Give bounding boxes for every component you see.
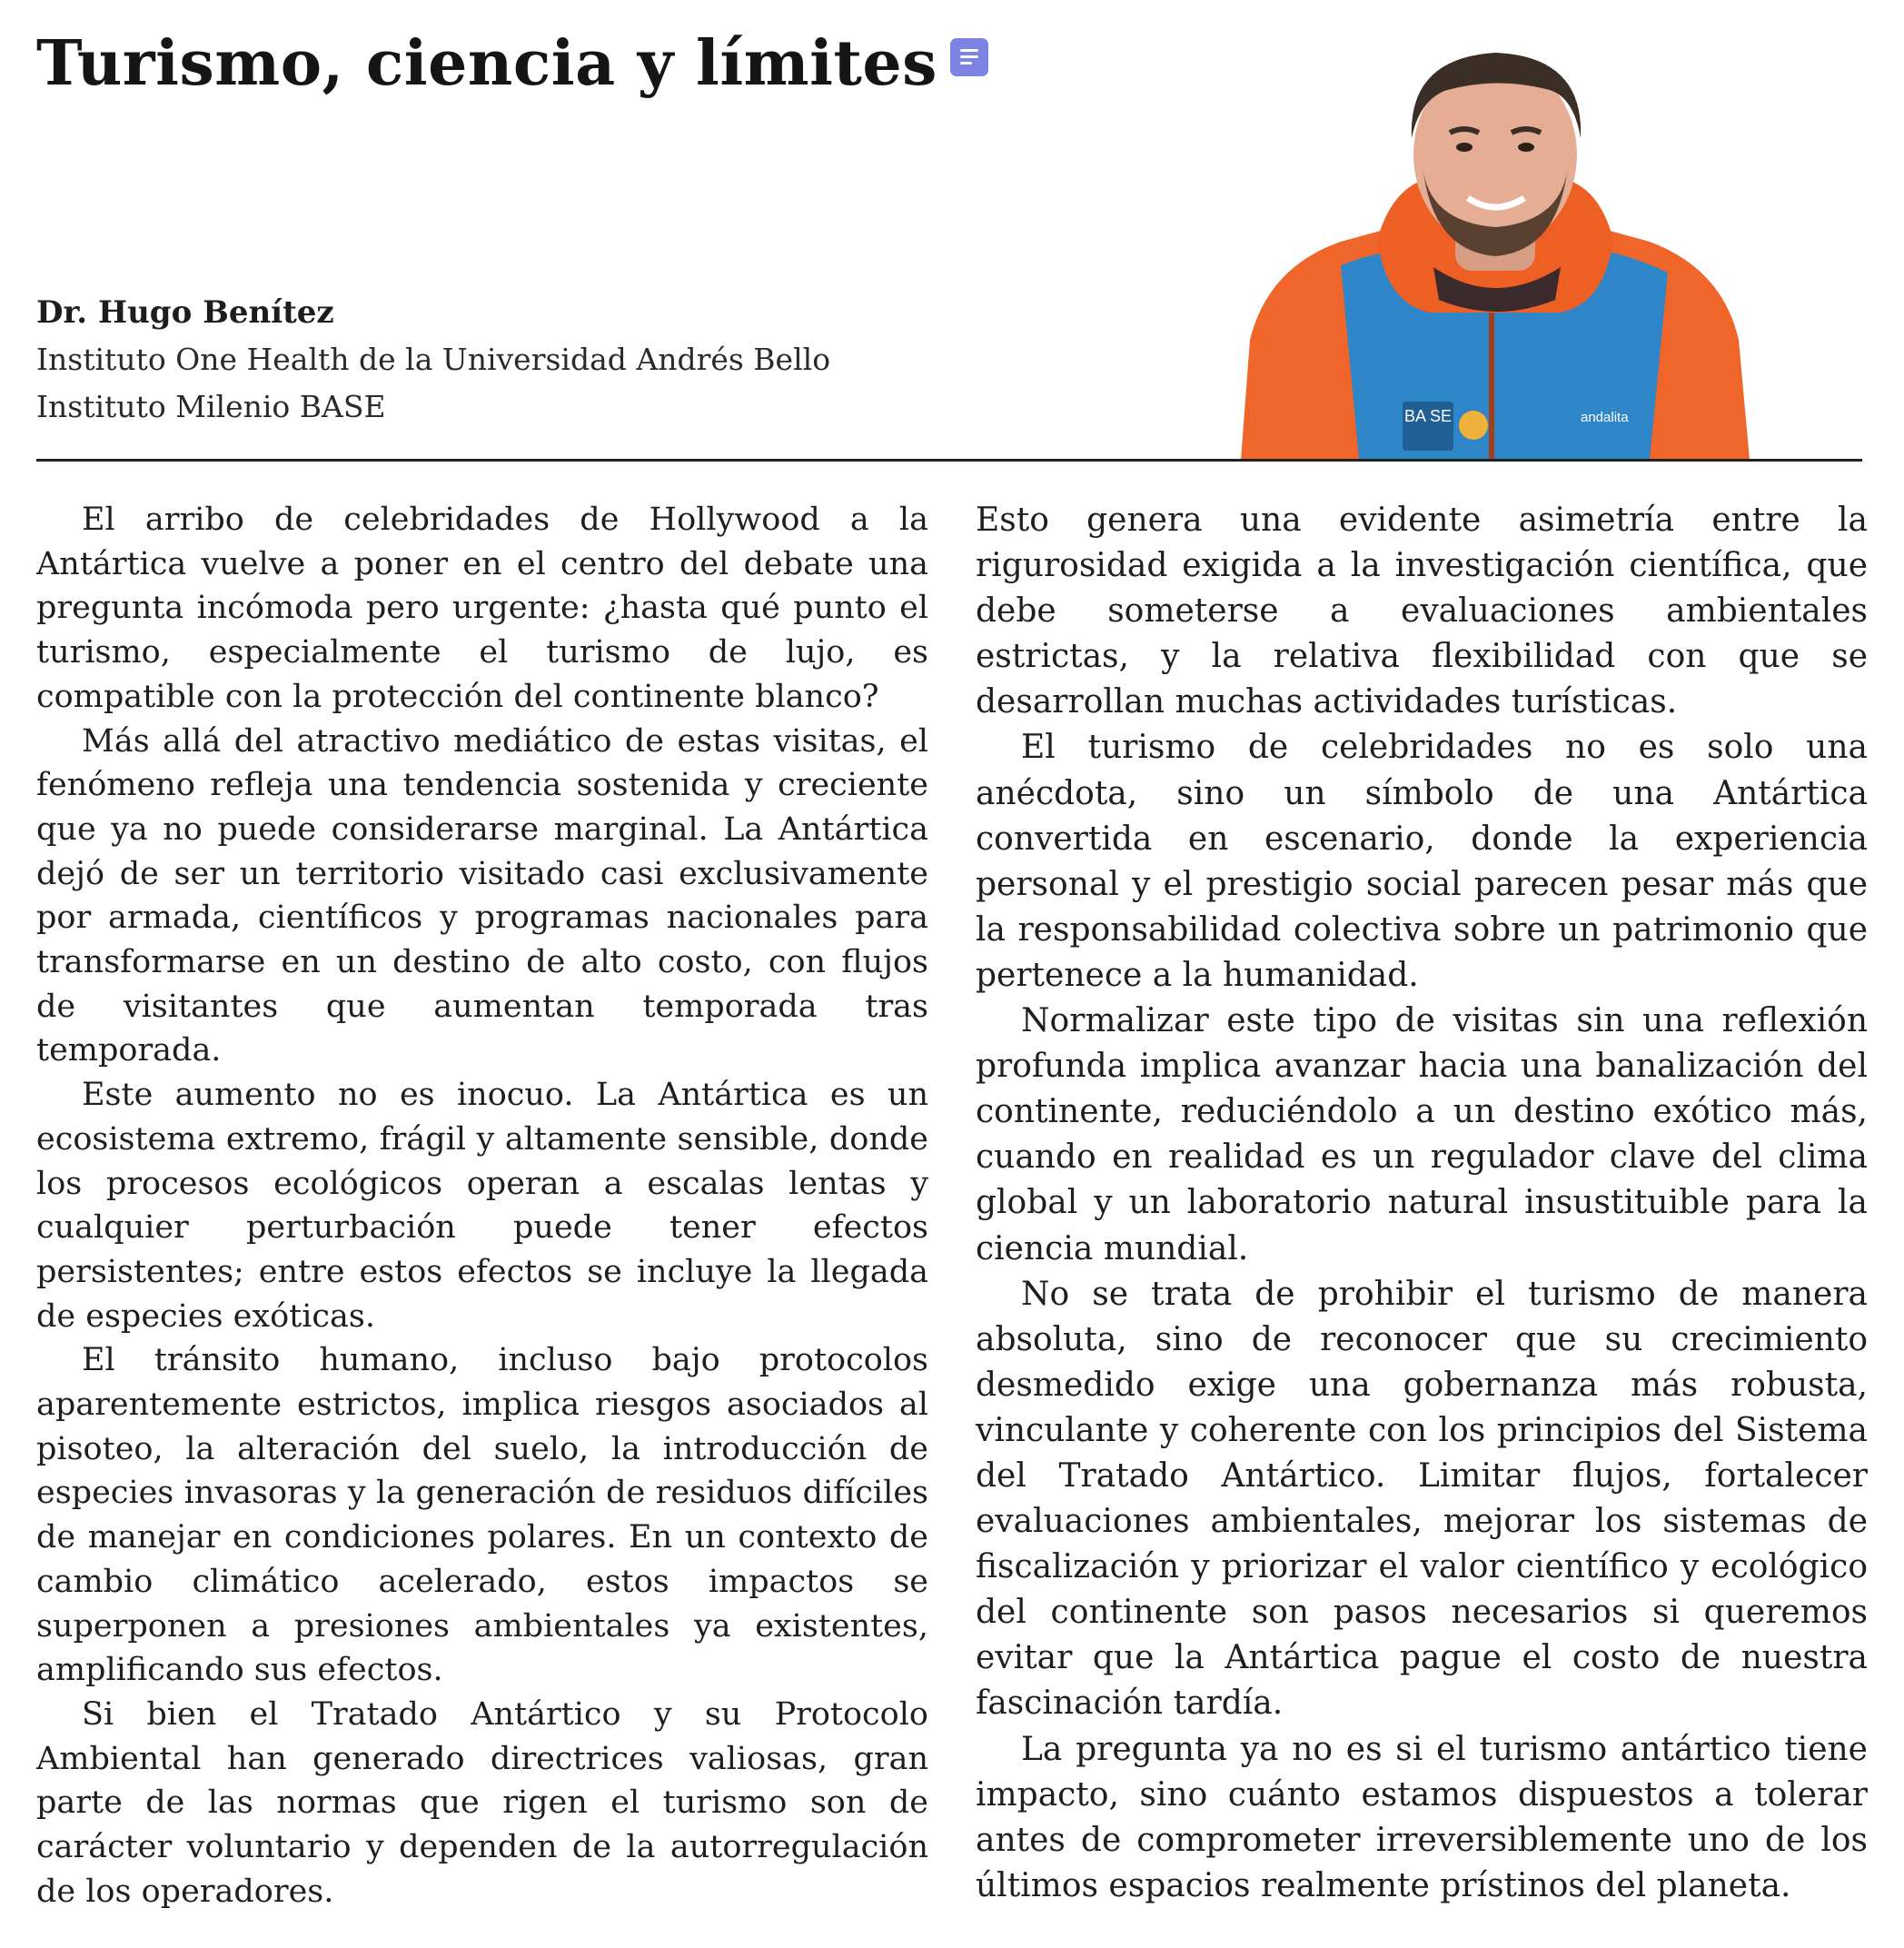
- paragraph: El turismo de celebridades no es solo una anécdota, sino un símbolo de una Antártica convertida en escenario, donde la experiencia personal y el prestigio social parecen pesar más que la responsabilidad colectiva sobre un patrimonio que pertenece a la humanidad.: [976, 729, 1868, 994]
- note-icon[interactable]: [950, 38, 988, 76]
- header-divider: [36, 459, 1862, 462]
- paragraph: No se trata de prohibir el turismo de manera absoluta, sino de reconocer que su crecimiento desmedido exige una gobernanza más robusta, vinculante y coherente con los principios del Sistema del Tratado Antártico. Limitar flujos, fortalecer evaluaciones ambientales, mejorar los sistemas de fiscalización y priorizar el valor científico y ecológico del continente son pasos necesarios si queremos evitar que la Antártica pague el costo de nuestra fascinación tardía.: [976, 1275, 1868, 1723]
- paragraph: El arribo de celebridades de Hollywood a la Antártica vuelve a poner en el centro del debate una pregunta incómoda pero urgente: ¿hasta qué punto el turismo, especialmente el turismo de lujo, es compatible con la protección del continente blanco?: [36, 502, 928, 715]
- jacket-brand-text: andalita: [1581, 410, 1629, 425]
- article-column-right: [976, 498, 1868, 1909]
- paragraph: Si bien el Tratado Antártico y su Protocolo Ambiental han generado directrices valiosas, gran parte de las normas que rigen el turismo son de carácter voluntario y dependen de la autorregulación de los operadores.: [36, 1695, 928, 1910]
- paragraph: Esto genera una evidente asimetría entre la rigurosidad exigida a la investigación científica, que debe someterse a evaluaciones ambientales estrictas, y la relativa flexibilidad con que se desarrollan muchas actividades turísticas.: [976, 502, 1868, 721]
- author-block: [36, 289, 830, 431]
- author-affiliation: Instituto One Health de la Universidad Andrés Bello: [36, 342, 831, 377]
- paragraph: La pregunta ya no es si el turismo antártico tiene impacto, sino cuánto estamos dispuestos a tolerar antes de comprometer irreversiblemente uno de los últimos espacios realmente prístinos del planeta.: [976, 1730, 1868, 1904]
- author-photo: [1241, 40, 1750, 460]
- author-name: Dr. Hugo Benítez: [36, 294, 334, 331]
- paragraph: Normalizar este tipo de visitas sin una reflexión profunda implica avanzar hacia una banalización del continente, reduciéndolo a un destino exótico más, cuando en realidad es un regulador clave del clima global y un laboratorio natural insustituible para la ciencia mundial.: [976, 1002, 1868, 1267]
- paragraph: Este aumento no es inocuo. La Antártica es un ecosistema extremo, frágil y altamente sensible, donde los procesos ecológicos operan a escalas lentas y cualquier perturbación puede tener efectos persistentes; entre estos efectos se incluye la llegada de especies exóticas.: [36, 1077, 928, 1335]
- paragraph: Más allá del atractivo mediático de estas visitas, el fenómeno refleja una tendencia sostenida y creciente que ya no puede considerarse marginal. La Antártica dejó de ser un territorio visitado casi exclusivamente por armada, científicos y programas nacionales para transformarse en un destino de alto costo, con flujos de visitantes que aumentan temporada tras temporada.: [36, 722, 928, 1069]
- article-title: Turismo, ciencia y límites: [36, 27, 937, 100]
- jacket-badge-text: BA SE: [1403, 407, 1453, 425]
- author-affiliation: Instituto Milenio BASE: [36, 389, 386, 424]
- paragraph: El tránsito humano, incluso bajo protocolos aparentemente estrictos, implica riesgos asociados al pisoteo, la alteración del suelo, la introducción de especies invasoras y la generación de residuos difíciles de manejar en condiciones polares. En un contexto de cambio climático acelerado, estos impactos se superponen a presiones ambientales ya existentes, amplificando sus efectos.: [36, 1342, 928, 1689]
- article-column-left: [36, 498, 928, 1914]
